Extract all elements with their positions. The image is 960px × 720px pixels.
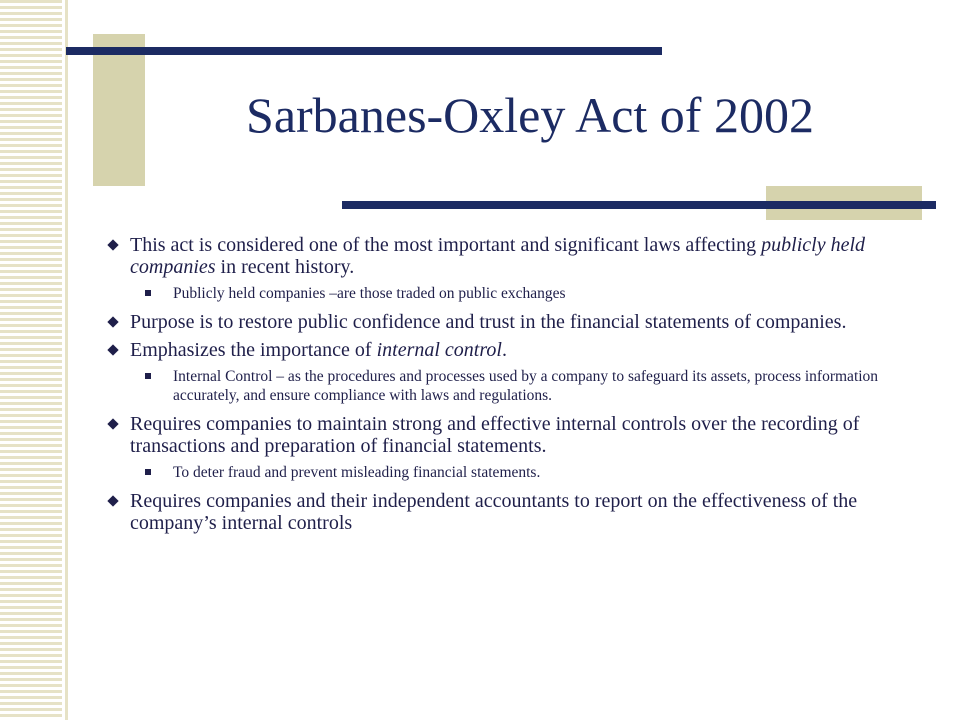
bullet-text: Purpose is to restore public confidence and trust in the financial statements of companies. [130, 311, 847, 333]
diamond-bullet-icon [107, 344, 118, 355]
decorative-tan-block-top [93, 34, 145, 186]
bullet-italic: internal control [376, 339, 502, 361]
bullet-item [105, 490, 925, 534]
bullet-text: Emphasizes the importance of [130, 339, 377, 361]
bullet-text: . [501, 339, 507, 361]
bullet-text: Requires companies to maintain strong and effective internal controls over the recording of transactions and preparation of financial statements. [130, 413, 860, 457]
bullet-text: Requires companies and their independent accountants to report on the effectiveness of the company’s internal controls [130, 490, 858, 534]
sub-bullet-text: Internal Control – as the procedures and processes used by a company to safeguard its assets, process information accurately, and ensure compliance with laws and regulations. [173, 368, 879, 404]
slide-title: Sarbanes-Oxley Act of 2002 [246, 87, 814, 143]
decorative-navy-line-right [342, 201, 936, 209]
square-bullet-icon [145, 290, 151, 296]
sub-bullet-text: Publicly held companies –are those traded on public exchanges [173, 285, 566, 302]
decorative-navy-line-top [66, 47, 662, 55]
diamond-bullet-icon [107, 239, 118, 250]
bullet-text: in recent history. [215, 256, 355, 278]
diamond-bullet-icon [107, 495, 118, 506]
square-bullet-icon [145, 469, 151, 475]
bullet-italic: publicly held companies [130, 234, 865, 278]
sub-bullet-item [105, 367, 925, 405]
square-bullet-icon [145, 373, 151, 379]
bullet-item [105, 311, 925, 333]
sub-bullet-item [105, 463, 925, 482]
bullet-item [105, 339, 925, 361]
bullet-item [105, 234, 925, 278]
diamond-bullet-icon [107, 418, 118, 429]
bullet-text: This act is considered one of the most important and significant laws affecting [130, 234, 762, 256]
sub-bullet-item [105, 284, 925, 303]
slide-content [105, 234, 925, 540]
sub-bullet-text: To deter fraud and prevent misleading financial statements. [173, 464, 541, 481]
diamond-bullet-icon [107, 316, 118, 327]
decorative-stripe-bar [0, 0, 70, 720]
bullet-item [105, 413, 925, 457]
